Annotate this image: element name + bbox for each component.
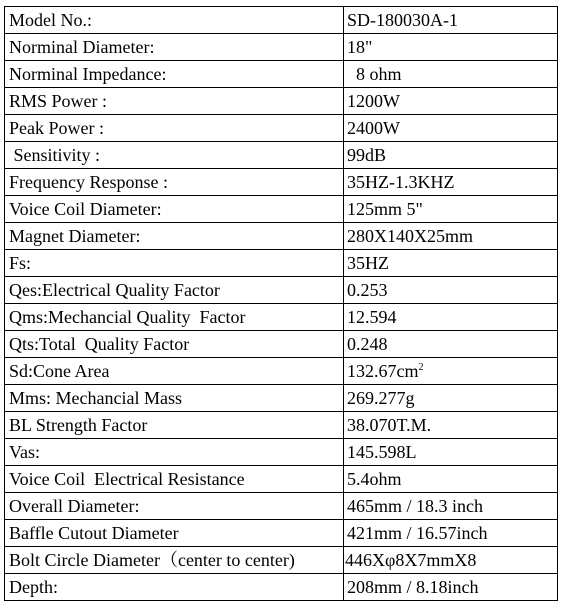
spec-label: Model No.: bbox=[5, 7, 344, 34]
spec-value: 35HZ-1.3KHZ bbox=[344, 169, 558, 196]
spec-value: 208mm / 8.18inch bbox=[344, 574, 558, 601]
spec-label: Norminal Impedance: bbox=[5, 61, 344, 88]
spec-value: 145.598L bbox=[344, 439, 558, 466]
spec-label: Overall Diameter: bbox=[5, 493, 344, 520]
table-row bbox=[5, 88, 558, 115]
spec-label: Magnet Diameter: bbox=[5, 223, 344, 250]
spec-label: Sd:Cone Area bbox=[5, 358, 344, 385]
table-row bbox=[5, 196, 558, 223]
spec-value: 2400W bbox=[344, 115, 558, 142]
table-row bbox=[5, 115, 558, 142]
spec-value: 280X140X25mm bbox=[344, 223, 558, 250]
table-row bbox=[5, 304, 558, 331]
spec-label: Qes:Electrical Quality Factor bbox=[5, 277, 344, 304]
spec-label: Sensitivity : bbox=[5, 142, 344, 169]
spec-label: Bolt Circle Diameter（center to center) bbox=[5, 547, 344, 574]
spec-value: 12.594 bbox=[344, 304, 558, 331]
spec-value: 465mm / 18.3 inch bbox=[344, 493, 558, 520]
table-row bbox=[5, 61, 558, 88]
spec-value: 99dB bbox=[344, 142, 558, 169]
table-row bbox=[5, 358, 558, 385]
spec-label: Vas: bbox=[5, 439, 344, 466]
spec-label: Depth: bbox=[5, 574, 344, 601]
table-row bbox=[5, 250, 558, 277]
spec-label: Qms:Mechancial Quality Factor bbox=[5, 304, 344, 331]
spec-value: 421mm / 16.57inch bbox=[344, 520, 558, 547]
spec-value: 8 ohm bbox=[344, 61, 558, 88]
table-row bbox=[5, 547, 558, 574]
spec-label: BL Strength Factor bbox=[5, 412, 344, 439]
spec-value: 132.67cm bbox=[347, 361, 419, 381]
spec-value: 5.4ohm bbox=[344, 466, 558, 493]
table-row bbox=[5, 169, 558, 196]
table-row bbox=[5, 466, 558, 493]
superscript: 2 bbox=[418, 362, 424, 373]
table-row bbox=[5, 412, 558, 439]
spec-label: Norminal Diameter: bbox=[5, 34, 344, 61]
spec-value-with-superscript bbox=[344, 358, 558, 385]
table-row bbox=[5, 142, 558, 169]
spec-label: RMS Power : bbox=[5, 88, 344, 115]
spec-label: Mms: Mechancial Mass bbox=[5, 385, 344, 412]
table-row bbox=[5, 439, 558, 466]
table-row bbox=[5, 277, 558, 304]
table-row bbox=[5, 574, 558, 601]
table-row bbox=[5, 520, 558, 547]
table-row bbox=[5, 331, 558, 358]
spec-label: Peak Power : bbox=[5, 115, 344, 142]
spec-value: 35HZ bbox=[344, 250, 558, 277]
table-row bbox=[5, 385, 558, 412]
spec-label: Baffle Cutout Diameter bbox=[5, 520, 344, 547]
spec-value: 125mm 5" bbox=[344, 196, 558, 223]
spec-value: 269.277g bbox=[344, 385, 558, 412]
spec-value: 446Xφ8X7mmX8 bbox=[344, 547, 558, 574]
spec-value: 18" bbox=[344, 34, 558, 61]
table-row bbox=[5, 34, 558, 61]
spec-table bbox=[4, 6, 558, 601]
spec-value: 38.070T.M. bbox=[344, 412, 558, 439]
spec-value: 1200W bbox=[344, 88, 558, 115]
spec-label: Frequency Response : bbox=[5, 169, 344, 196]
table-row bbox=[5, 7, 558, 34]
spec-label: Qts:Total Quality Factor bbox=[5, 331, 344, 358]
spec-label: Voice Coil Electrical Resistance bbox=[5, 466, 344, 493]
spec-label: Fs: bbox=[5, 250, 344, 277]
spec-value: 0.248 bbox=[344, 331, 558, 358]
table-row bbox=[5, 223, 558, 250]
spec-value: 0.253 bbox=[344, 277, 558, 304]
spec-value: SD-180030A-1 bbox=[344, 7, 558, 34]
spec-label: Voice Coil Diameter: bbox=[5, 196, 344, 223]
table-row bbox=[5, 493, 558, 520]
